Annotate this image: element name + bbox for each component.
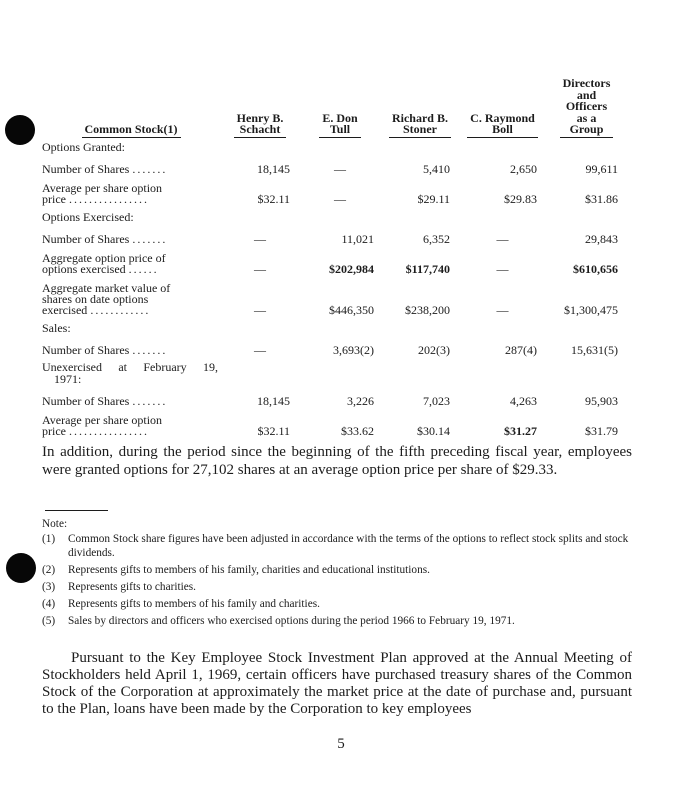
note-item: (3) Represents gifts to charities. bbox=[42, 581, 197, 593]
col-header-group: Directors and Officers as a Group bbox=[545, 78, 628, 140]
col-header-stoner: Richard B. Stoner bbox=[380, 78, 460, 140]
stub-header: Common Stock(1) bbox=[42, 78, 220, 140]
notes-divider bbox=[45, 510, 108, 511]
stock-options-table bbox=[42, 78, 628, 442]
table-row: Number of Shares ....... — 11,021 6,352 — 29,843 bbox=[42, 231, 618, 246]
note-item: (1) Common Stock share figures have been adjusted in accordance with the terms of the options to reflect stock splits and stock dividends. bbox=[42, 533, 629, 559]
table-row: Number of Shares ....... — 3,693(2) 202(3) 287(4) 15,631(5) bbox=[42, 342, 618, 357]
section-row-sales: Sales: bbox=[42, 320, 71, 335]
table-row: Number of Shares ....... 18,145 3,226 7,023 4,263 95,903 bbox=[42, 393, 618, 408]
table-row: Aggregate market value of shares on date options exercised ............ — $446,350 $238,200 — $1,300,475 bbox=[42, 280, 618, 317]
section-row-exercised: Options Exercised: bbox=[42, 209, 134, 224]
table-header-row bbox=[42, 78, 628, 140]
table-row: Aggregate option price of options exercised ...... — $202,984 $117,740 — $610,656 bbox=[42, 250, 618, 276]
stock-plan-paragraph: Pursuant to the Key Employee Stock Investment Plan approved at the Annual Meeting of Stockholders held April 1, 1969, certain officers have purchased treasury shares of the Common Stock of the Corporation at approximately the market price at the date of purchase and, pursuant to the Plan, loans have been made by the Corporation to key employees bbox=[42, 650, 632, 717]
notes-section bbox=[42, 517, 634, 631]
note-item: (2) Represents gifts to members of his family, charities and educational institutions. bbox=[42, 564, 430, 576]
top-edge-bleed-marks bbox=[250, 0, 440, 3]
col-header-boll: C. Raymond Boll bbox=[460, 78, 545, 140]
binder-hole-top bbox=[5, 115, 35, 145]
table-row: Average per share option price ................ $32.11 $33.62 $30.14 $31.27 $31.79 bbox=[42, 412, 618, 438]
note-item: (5) Sales by directors and officers who exercised options during the period 1966 to February 19, 1971. bbox=[42, 615, 515, 627]
notes-title: Note: bbox=[42, 518, 68, 530]
table-row: Average per share option price ................ $32.11 — $29.11 $29.83 $31.86 bbox=[42, 180, 618, 206]
table-row: Number of Shares ....... 18,145 — 5,410 2,650 99,611 bbox=[42, 161, 618, 176]
page-number: 5 bbox=[337, 736, 345, 752]
section-row-unexercised: Unexercised at February 19, 1971: bbox=[42, 359, 218, 386]
col-header-schacht: Henry B. Schacht bbox=[220, 78, 300, 140]
binder-hole-bottom bbox=[6, 553, 36, 583]
section-row-granted: Options Granted: bbox=[42, 139, 125, 154]
additional-options-paragraph: In addition, during the period since the beginning of the fifth preceding fiscal year, employees were granted options for 27,102 shares at an average option price per share of $29.33. bbox=[42, 444, 632, 478]
col-header-tull: E. Don Tull bbox=[300, 78, 380, 140]
note-item: (4) Represents gifts to members of his family and charities. bbox=[42, 598, 320, 610]
